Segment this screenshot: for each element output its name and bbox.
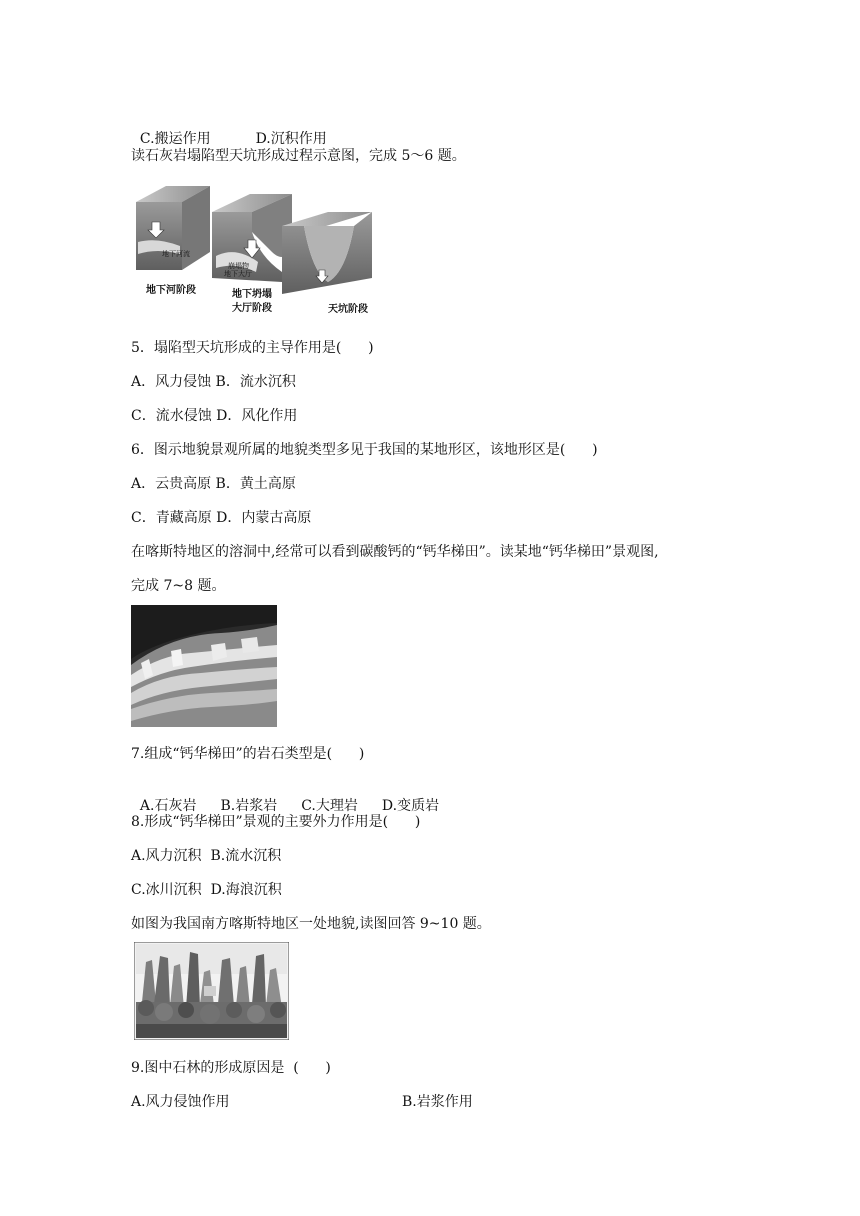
question-7: 7.组成“钙华梯田”的岩石类型是( ) bbox=[131, 746, 365, 762]
block-collapse-hall bbox=[212, 194, 292, 282]
question-6-options-ab: A．云贵高原 B．黄土高原 bbox=[131, 476, 296, 492]
question-7-option-a: A.石灰岩 bbox=[139, 798, 197, 814]
question-7-option-d: D.变质岩 bbox=[381, 798, 440, 814]
intro-9-10: 如图为我国南方喀斯特地区一处地貌,读图回答 9~10 题。 bbox=[131, 916, 491, 932]
tag-underground-river: 地下河流 bbox=[162, 250, 190, 258]
option-c: C.搬运作用 bbox=[139, 131, 211, 147]
question-7-option-b: B.岩浆岩 bbox=[220, 798, 278, 814]
question-9-option-b: B.岩浆作用 bbox=[402, 1094, 473, 1110]
travertine-terraces-photo bbox=[131, 605, 277, 727]
option-line bbox=[131, 112, 327, 148]
caption-stage-2a: 地下坍塌 bbox=[232, 289, 272, 300]
option-d: D.沉积作用 bbox=[255, 131, 327, 147]
question-7-option-c: C.大理岩 bbox=[301, 798, 358, 814]
question-7-options bbox=[131, 779, 439, 815]
tag-collapse-2: 地下大厅 bbox=[224, 270, 252, 278]
question-5-options-cd: C．流水侵蚀 D．风化作用 bbox=[131, 408, 298, 424]
question-5-options-ab: A．风力侵蚀 B．流水沉积 bbox=[131, 374, 296, 390]
question-8: 8.形成“钙华梯田”景观的主要外力作用是( ) bbox=[131, 814, 421, 830]
question-5: 5．塌陷型天坑形成的主导作用是( ) bbox=[131, 340, 374, 356]
block-sinkhole bbox=[282, 212, 372, 294]
question-6-options-cd: C．青藏高原 D．内蒙古高原 bbox=[131, 510, 312, 526]
question-9: 9.图中石林的形成原因是 ( ) bbox=[131, 1060, 331, 1076]
question-6: 6．图示地貌景观所属的地貌类型多见于我国的某地形区，该地形区是( ) bbox=[131, 442, 598, 458]
intro-5-6: 读石灰岩塌陷型天坑形成过程示意图，完成 5～6 题。 bbox=[131, 148, 466, 164]
question-8-options-cd: C.冰川沉积 D.海浪沉积 bbox=[131, 882, 282, 898]
question-8-options-ab: A.风力沉积 B.流水沉积 bbox=[131, 848, 282, 864]
question-9-option-a: A.风力侵蚀作用 bbox=[131, 1094, 230, 1110]
caption-stage-1: 地下河阶段 bbox=[146, 285, 196, 296]
caption-stage-2b: 大厅阶段 bbox=[232, 303, 272, 314]
intro-7-8-line2: 完成 7~8 题。 bbox=[131, 578, 226, 594]
intro-7-8-line1: 在喀斯特地区的溶洞中,经常可以看到碳酸钙的“钙华梯田”。读某地“钙华梯田”景观图, bbox=[131, 544, 659, 560]
tag-collapse-1: 崩塌物 bbox=[228, 262, 249, 270]
sinkhole-formation-diagram bbox=[132, 182, 382, 322]
stone-forest-photo bbox=[134, 942, 289, 1040]
caption-stage-3: 天坑阶段 bbox=[328, 304, 368, 315]
